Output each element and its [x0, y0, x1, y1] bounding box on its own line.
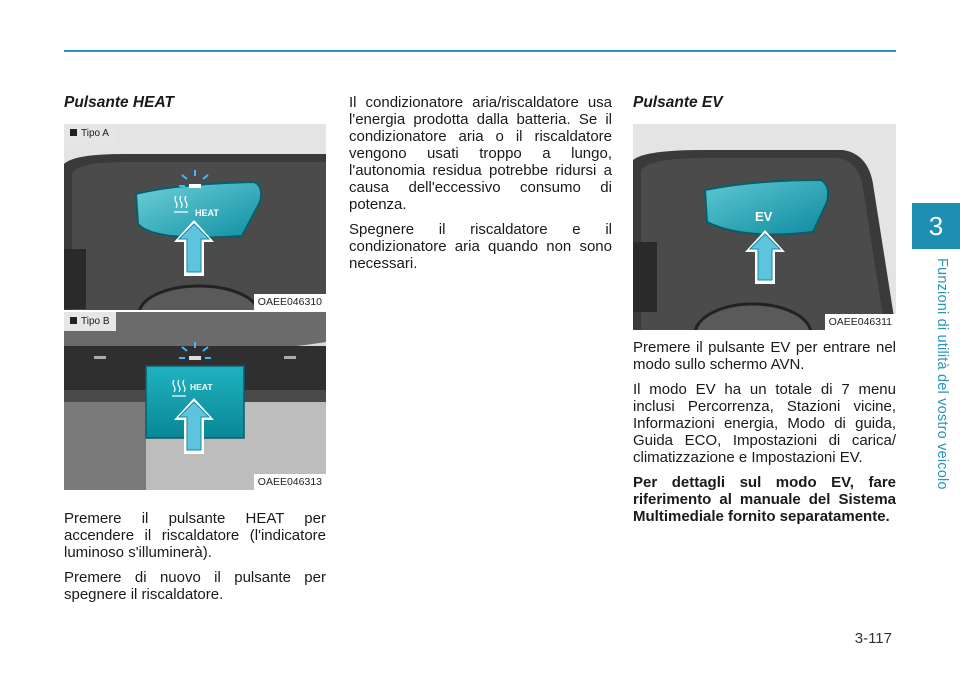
heat-panel-b-illustration	[64, 312, 326, 490]
figure-tag-label: Tipo B	[81, 316, 110, 327]
figure-tag-type-b	[64, 312, 116, 331]
ev-paragraph-1: Premere il pulsante EV per entrare nel modo sullo schermo AVN.	[633, 339, 896, 373]
chapter-tab: 3	[912, 203, 960, 249]
ev-button-label: EV	[755, 209, 773, 224]
heat-paragraph-1: Premere il pulsante HEAT per accendere il riscaldatore (l'indicatore luminoso s'illuminerà).	[64, 510, 326, 561]
heat-button-label-b: HEAT	[190, 382, 213, 392]
heat-heading: Pulsante HEAT	[64, 94, 174, 111]
heat-figure-type-b	[64, 312, 326, 490]
ev-section	[633, 92, 896, 533]
figure-tag-label: Tipo A	[81, 128, 109, 139]
middle-paragraph-1: Il condizionatore aria/riscaldatore usa l'energia prodotta dalla batteria. Se il condizionatore aria o il riscaldatore vengono usati troppo a lungo, l'autonomia residua potrebbe ridursi a causa dell'eccessivo consumo di potenza.	[349, 94, 612, 213]
figure-code-a: OAEE046310	[254, 294, 326, 310]
heat-paragraph-2: Premere di nuovo il pulsante per spegnere il riscaldatore.	[64, 569, 326, 603]
page-number: 3-117	[854, 630, 892, 647]
middle-paragraph-2: Spegnere il riscaldatore e il condizionatore aria quando non sono necessari.	[349, 221, 612, 272]
ev-bold-note: Per dettagli sul modo EV, fare riferimento al manuale del Sistema Multimediale fornito separatamente.	[633, 474, 896, 525]
heat-section	[64, 92, 326, 611]
heat-figure-type-a	[64, 124, 326, 310]
heat-panel-a-illustration	[64, 124, 326, 310]
figure-code-b: OAEE046313	[254, 474, 326, 490]
figure-tag-type-a	[64, 124, 115, 143]
heat-button-label-a: HEAT	[195, 208, 219, 218]
figure-code-ev: OAEE046311	[825, 314, 896, 330]
ev-paragraph-2: Il modo EV ha un totale di 7 menu inclusi Percorrenza, Stazioni vicine, Informazioni energia, Modo di guida, Guida ECO, Impostazioni di carica/ climatizzazione e Impostazioni EV.	[633, 381, 896, 466]
ev-heading: Pulsante EV	[633, 94, 723, 111]
ev-panel-illustration	[633, 124, 896, 330]
header-rule	[64, 50, 896, 52]
ev-figure	[633, 124, 896, 330]
chapter-title: Funzioni di utilità del vostro veicolo	[934, 258, 950, 490]
battery-note-section	[349, 94, 612, 280]
